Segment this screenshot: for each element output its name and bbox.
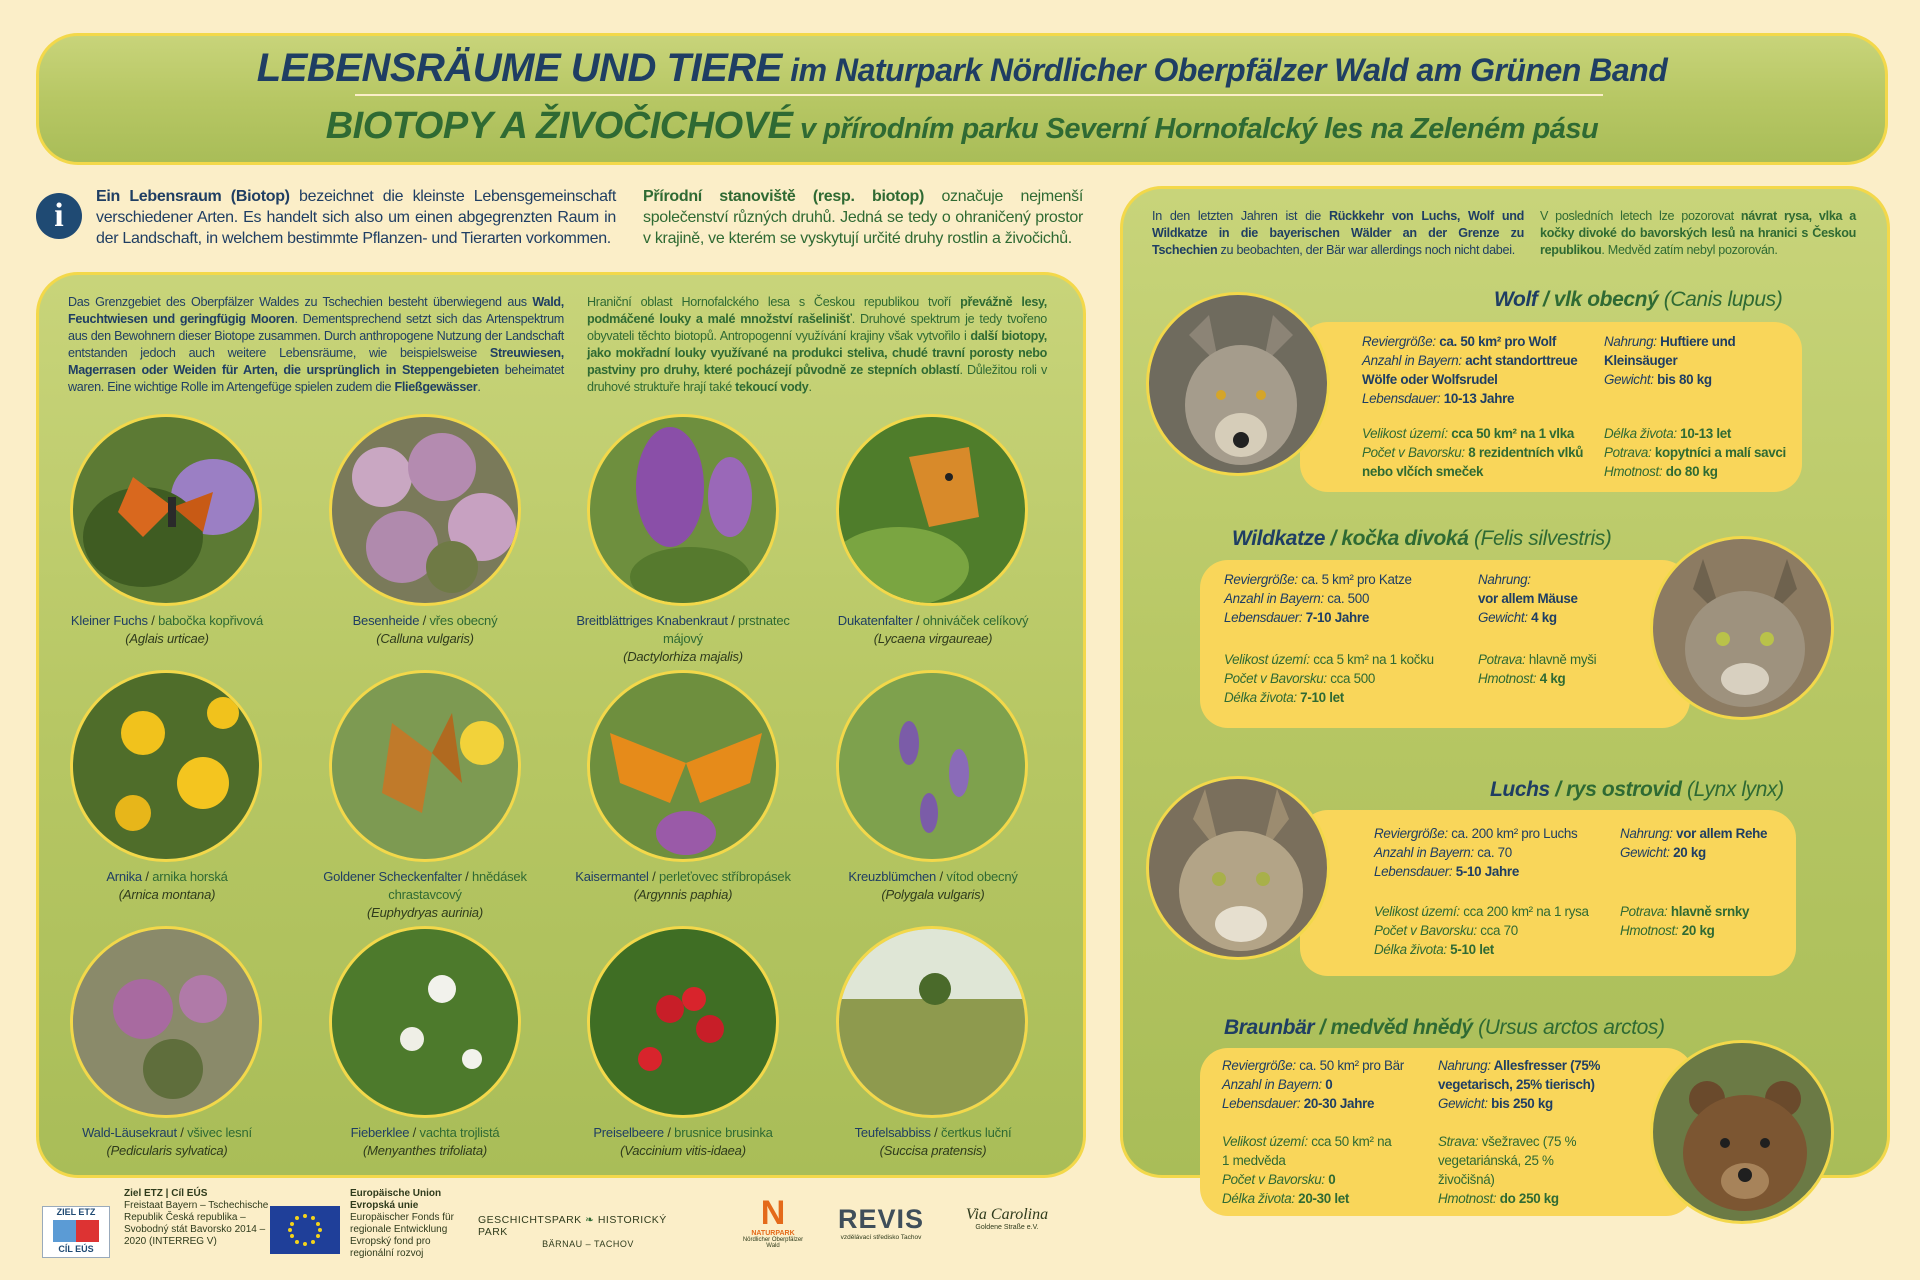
- title-czech: BIOTOPY A ŽIVOČICHOVÉ v přírodním parku Severní Hornofalcký les na Zeleném pásu: [325, 105, 1599, 147]
- photo-orchid: [587, 414, 779, 606]
- photo-arnica: [70, 670, 262, 862]
- revis-logo: REVIS vzdělávací středisko Tachov: [838, 1204, 925, 1241]
- photo-milkwort: [836, 670, 1028, 862]
- caption-species-1: Kleiner Fuchs / babočka kopřivová (Aglais urticae): [70, 613, 264, 646]
- bear-facts-cz-2: Strava: všežravec (75 % vegetariánská, 25 % živočišná) Hmotnost: do 250 kg: [1438, 1134, 1577, 1206]
- title-german: LEBENSRÄUME UND TIERE im Naturpark Nördlicher Oberpfälzer Wald am Grünen Band: [256, 46, 1668, 90]
- photo-marsh-fritillary: [329, 670, 521, 862]
- photo-lingonberry: [587, 926, 779, 1118]
- animals-intro-czech: V posledních letech lze pozorovat návrat rysa, vlka a kočky divoké do bavorských lesů na hranici s Českou republikou. Medvěd zatím nebyl pozorován.: [1540, 209, 1856, 257]
- intro-czech: Přírodní stanoviště (resp. biotop) označuje nejmenší společenství různých druhů. Jedná se tedy o ohraničený prostor v krajině, ve kterém se vyskytují určité druhy rostlin a živočichů.: [643, 188, 1083, 247]
- wolf-facts-cz-2: Délka života: 10-13 let Potrava: kopytníci a malí savci Hmotnost: do 80 kg: [1604, 426, 1786, 479]
- caption-species-3: Breitblättriges Knabenkraut / prstnatec májový (Dactylorhiza majalis): [576, 613, 790, 664]
- bear-facts-de-2: Nahrung: Allesfresser (75% vegetarisch, 25% tierisch) Gewicht: bis 250 kg: [1438, 1058, 1601, 1111]
- etz-flags: [53, 1220, 99, 1242]
- eu-flag-icon: [270, 1206, 340, 1254]
- caption-species-11: Preiselbeere / brusnice brusinka (Vaccinium vitis-idaea): [593, 1125, 773, 1158]
- geschichtspark-logo: GESCHICHTSPARK ❧ HISTORICKÝ PARK BÄRNAU – TACHOV: [478, 1214, 667, 1249]
- lynx-facts-de: Reviergröße: ca. 200 km² pro Luchs Anzahl in Bayern: ca. 70 Lebensdauer: 5-10 Jahre: [1374, 826, 1578, 879]
- wolf-facts-de-2: Nahrung: Huftiere und Kleinsäuger Gewicht: bis 80 kg: [1604, 334, 1736, 387]
- caption-species-12: Teufelsabbiss / čertkus luční (Succisa pratensis): [854, 1125, 1012, 1158]
- bear-facts-cz: Velikost území: cca 50 km² na 1 medvěda Počet v Bavorsku: 0 Délka života: 20-30 let: [1222, 1134, 1392, 1206]
- caption-species-10: Fieberklee / vachta trojlistá (Menyanthes trifoliata): [350, 1125, 500, 1158]
- info-icon: i: [36, 193, 82, 239]
- photo-heather: [329, 414, 521, 606]
- wildcat-facts-de: Reviergröße: ca. 5 km² pro Katze Anzahl in Bayern: ca. 500 Lebensdauer: 7-10 Jahre: [1224, 572, 1412, 625]
- photo-silver-washed-fritillary: [587, 670, 779, 862]
- naturpark-n-icon: N: [760, 1194, 786, 1232]
- geschichtspark-leaf-icon: ❧: [585, 1214, 595, 1226]
- wildcat-facts-cz-2: Potrava: hlavně myši Hmotnost: 4 kg: [1478, 652, 1597, 686]
- wolf-facts-cz: Velikost území: cca 50 km² na 1 vlka Počet v Bavorsku: 8 rezidentních vlků nebo vlčích smeček: [1362, 426, 1584, 479]
- caption-species-9: Wald-Läusekraut / všivec lesní (Pedicularis sylvatica): [82, 1125, 252, 1158]
- intro-german: Ein Lebensraum (Biotop) bezeichnet die kleinste Lebensgemeinschaft verschiedener Arten. Es handelt sich also um einen abgegrenzten Raum in der Landschaft, in welchem bestimmte Pflanzen- und Tierarten vorkommen.: [96, 188, 617, 247]
- habitats-text-czech: Hraniční oblast Hornofalckého lesa s Českou republikou tvoří převážně lesy, podmáčené louky a malé množství rašelinišť. Druhové spektrum je tedy tvořeno obyvateli těchto biotopů. Antropogenní využívání krajiny však vytvořilo i další biotopy, jako mokřadní louky využívané na produkci steliva, chudé travní porosty nebo pastviny pro druhy, které pocházejí původně ze stepních oblastí. Důležitou roli v druhové struktuře hrají také tekoucí vody.: [587, 295, 1047, 394]
- etz-logo: ZIEL ETZ CÍL EÚS: [42, 1206, 110, 1258]
- etz-text: Ziel ETZ | Cíl EÚS Freistaat Bayern – Tschechische Republik Česká republika – Svobodný stát Bavorsko 2014 – 2020 (INTERREG V): [124, 1188, 269, 1247]
- wildcat-title: Wildkatze / kočka divoká (Felis silvestris): [1232, 527, 1612, 550]
- header-divider: [355, 94, 1603, 96]
- photo-wolf: [1146, 292, 1330, 476]
- naturpark-logo: N NATURPARK Nördlicher Oberpfälzer Wald: [738, 1196, 808, 1249]
- lynx-facts-cz: Velikost území: cca 200 km² na 1 rysa Počet v Bavorsku: cca 70 Délka života: 5-10 let: [1374, 904, 1589, 957]
- lynx-facts-cz-2: Potrava: hlavně srnky Hmotnost: 20 kg: [1620, 904, 1750, 938]
- via-carolina-logo: Via Carolina Goldene Straße e.V.: [965, 1206, 1049, 1231]
- lynx-facts-de-2: Nahrung: vor allem Rehe Gewicht: 20 kg: [1620, 826, 1768, 860]
- photo-meadow: [836, 926, 1028, 1118]
- photo-lousewort: [70, 926, 262, 1118]
- bear-title: Braunbär / medvěd hnědý (Ursus arctos arctos): [1224, 1016, 1665, 1039]
- wildcat-facts-cz: Velikost území: cca 5 km² na 1 kočku Počet v Bavorsku: cca 500 Délka života: 7-10 let: [1224, 652, 1434, 705]
- lynx-title: Luchs / rys ostrovid (Lynx lynx): [1490, 778, 1784, 801]
- animals-intro-german: In den letzten Jahren ist die Rückkehr von Luchs, Wolf und Wildkatze in die bayerischen Wälder an der Grenze zu Tschechien zu beobachten, der Bär war allerdings noch nicht dabei.: [1152, 209, 1524, 257]
- photo-lynx: [1146, 776, 1330, 960]
- caption-species-2: Besenheide / vřes obecný (Calluna vulgaris): [352, 613, 498, 646]
- caption-species-6: Goldener Scheckenfalter / hnědásek chrastavcový (Euphydryas aurinia): [323, 869, 527, 920]
- caption-species-4: Dukatenfalter / ohniváček celíkový (Lycaena virgaureae): [837, 613, 1029, 646]
- caption-species-5: Arnika / arnika horská (Arnica montana): [106, 869, 228, 902]
- photo-bear: [1650, 1040, 1834, 1224]
- header-banner: [36, 33, 1888, 165]
- eu-text: Europäische Union Evropská unie Europäischer Fonds für regionale Entwicklung Evropský fond pro regionální rozvoj: [350, 1188, 454, 1259]
- wildcat-facts-de-2: Nahrung: vor allem Mäuse Gewicht: 4 kg: [1478, 572, 1578, 625]
- photo-bogbean: [329, 926, 521, 1118]
- photo-scarce-copper: [836, 414, 1028, 606]
- wolf-facts-de: Reviergröße: ca. 50 km² pro Wolf Anzahl in Bayern: acht standorttreue Wölfe oder Wolfsrudel Lebensdauer: 10-13 Jahre: [1362, 334, 1578, 406]
- caption-species-7: Kaisermantel / perleťovec stříbropásek (Argynnis paphia): [575, 869, 791, 902]
- photo-small-tortoiseshell: [70, 414, 262, 606]
- bear-facts-de: Reviergröße: ca. 50 km² pro Bär Anzahl in Bayern: 0 Lebensdauer: 20-30 Jahre: [1222, 1058, 1404, 1111]
- wolf-title: Wolf / vlk obecný (Canis lupus): [1494, 288, 1783, 311]
- caption-species-8: Kreuzblümchen / vítod obecný (Polygala vulgaris): [848, 869, 1018, 902]
- habitats-text-german: Das Grenzgebiet des Oberpfälzer Waldes zu Tschechien besteht überwiegend aus Wald, Feuchtwiesen und geringfügig Mooren. Dementsprechend setzt sich das Artenspektrum aus den Bewohnern dieser Biotope zusammen. Durch anthropogene Nutzung der Landschaft entstanden jedoch auch weitere Lebensräume, wie beispielsweise Streuwiesen, Magerrasen oder Weiden für Arten, die ursprünglich in Steppengebieten beheimatet waren. Eine wichtige Rolle im Artengefüge spielen zudem die Fließgewässer.: [68, 295, 565, 394]
- photo-wildcat: [1650, 536, 1834, 720]
